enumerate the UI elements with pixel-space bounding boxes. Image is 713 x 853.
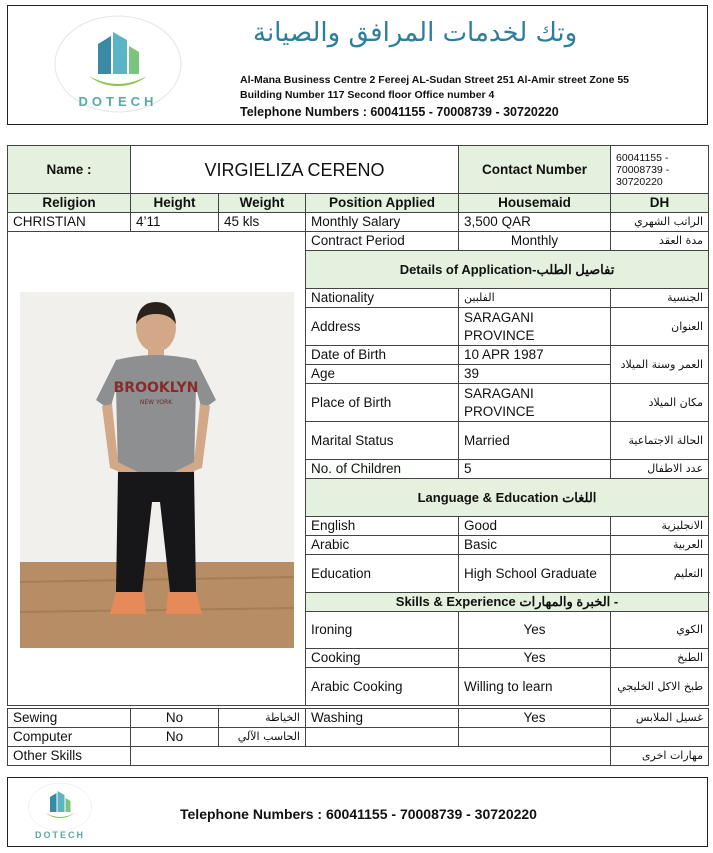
skill-cooking-ar: الطبخ	[611, 649, 709, 668]
skill-ironing-value: Yes	[459, 612, 611, 649]
skill-sewing-label: Sewing	[8, 709, 131, 728]
contract-label: Contract Period	[306, 232, 459, 251]
address-label-ar: العنوان	[611, 308, 709, 346]
salary-label-ar: الراتب الشهري	[611, 213, 709, 232]
skill-row	[8, 709, 709, 728]
skill-sewing-ar: الخياطة	[219, 709, 306, 728]
skill-arabic-cooking-value: Willing to learn	[459, 668, 611, 706]
summary-header-row	[8, 194, 709, 213]
other-skills-row	[8, 747, 709, 766]
religion-value: CHRISTIAN	[8, 213, 131, 232]
birthplace-label-ar: مكان الميلاد	[611, 384, 709, 422]
children-label-ar: عدد الاطفال	[611, 460, 709, 479]
skill-empty-value	[459, 728, 611, 747]
contact-number: 60041155 - 70008739 - 30720220	[611, 146, 709, 194]
shirt-print-sub: NEW YORK	[139, 398, 172, 406]
nationality-label-ar: الجنسية	[611, 289, 709, 308]
birthplace-value: SARAGANI PROVINCE	[459, 384, 611, 422]
name-label: Name :	[8, 146, 131, 194]
dob-label: Date of Birth	[306, 346, 459, 365]
arabic-label-ar: العربية	[611, 536, 709, 555]
weight-header: Weight	[219, 194, 306, 213]
position-code: DH	[611, 194, 709, 213]
arabic-label: Arabic	[306, 536, 459, 555]
header-telephone: Telephone Numbers : 60041155 - 70008739 - 30720220	[240, 105, 559, 119]
children-label: No. of Children	[306, 460, 459, 479]
address-line-2: Building Number 117 Second floor Office number 4	[240, 89, 495, 101]
skill-arabic-cooking-label: Arabic Cooking	[306, 668, 459, 706]
religion-header: Religion	[8, 194, 131, 213]
contract-value: Monthly	[459, 232, 611, 251]
nationality-label: Nationality	[306, 289, 459, 308]
company-name-arabic: وتك لخدمات المرافق والصيانة	[253, 18, 578, 48]
children-value: 5	[459, 460, 611, 479]
shirt-print: BROOKLYN	[113, 379, 198, 396]
nationality-value: الفلبين	[459, 289, 611, 308]
marital-label: Marital Status	[306, 422, 459, 460]
details-title: Details of Application-تفاصيل الطلب	[306, 251, 709, 289]
footer	[7, 777, 708, 847]
salary-label: Monthly Salary	[306, 213, 459, 232]
summary-values-row	[8, 213, 709, 232]
salary-value: 3,500 QAR	[459, 213, 611, 232]
skill-computer-label: Computer	[8, 728, 131, 747]
footer-logo	[20, 782, 100, 844]
skill-row	[8, 728, 709, 747]
other-skills-ar: مهارات اخرى	[611, 747, 709, 766]
skill-arabic-cooking-ar: طبخ الاكل الخليجي	[611, 668, 709, 706]
contract-row	[8, 232, 709, 251]
skill-sewing-value: No	[131, 709, 219, 728]
dob-value: 10 APR 1987	[459, 346, 611, 365]
age-label: Age	[306, 365, 459, 384]
photo-cell	[8, 232, 306, 706]
marital-value: Married	[459, 422, 611, 460]
application-form	[7, 145, 709, 706]
education-label: Education	[306, 555, 459, 593]
application-form-continued	[7, 708, 709, 766]
address-line-1: Al-Mana Business Centre 2 Fereej AL-Sudan Street 251 Al-Amir street Zone 55	[240, 74, 630, 86]
other-skills-label: Other Skills	[8, 747, 131, 766]
skill-washing-ar: غسيل الملابس	[611, 709, 709, 728]
logo-wordmark: DOTECH	[78, 94, 158, 109]
contact-label: Contact Number	[459, 146, 611, 194]
skill-ironing-ar: الكوي	[611, 612, 709, 649]
education-label-ar: التعليم	[611, 555, 709, 593]
weight-value: 45 kls	[219, 213, 306, 232]
building-hands-icon	[20, 782, 100, 832]
english-value: Good	[459, 517, 611, 536]
skill-cooking-label: Cooking	[306, 649, 459, 668]
contract-label-ar: مدة العقد	[611, 232, 709, 251]
height-header: Height	[131, 194, 219, 213]
position-header: Position Applied	[306, 194, 459, 213]
skills-title: Skills & Experience الخبرة والمهارات -	[306, 593, 709, 612]
candidate-photo	[20, 292, 294, 648]
english-label-ar: الانجليزية	[611, 517, 709, 536]
arabic-value: Basic	[459, 536, 611, 555]
dob-label-ar: العمر وسنة الميلاد	[611, 346, 709, 384]
position-value: Housemaid	[459, 194, 611, 213]
skill-washing-value: Yes	[459, 709, 611, 728]
english-label: English	[306, 517, 459, 536]
skill-computer-value: No	[131, 728, 219, 747]
skill-ironing-label: Ironing	[306, 612, 459, 649]
age-value: 39	[459, 365, 611, 384]
skill-washing-label: Washing	[306, 709, 459, 728]
candidate-name: VIRGIELIZA CERENO	[131, 146, 459, 194]
other-skills-value	[131, 747, 611, 766]
skill-computer-ar: الحاسب الآلي	[219, 728, 306, 747]
height-value: 4’11	[131, 213, 219, 232]
education-value: High School Graduate	[459, 555, 611, 593]
address-label: Address	[306, 308, 459, 346]
birthplace-label: Place of Birth	[306, 384, 459, 422]
skill-empty-label	[306, 728, 459, 747]
address-value: SARAGANI PROVINCE	[459, 308, 611, 346]
letterhead	[7, 5, 708, 125]
language-title: Language & Education اللغات	[306, 479, 709, 517]
skill-cooking-value: Yes	[459, 649, 611, 668]
skill-empty-ar	[611, 728, 709, 747]
footer-logo-wordmark: DOTECH	[35, 830, 85, 840]
footer-telephone: Telephone Numbers : 60041155 - 70008739 - 30720220	[180, 806, 537, 822]
marital-label-ar: الحالة الاجتماعية	[611, 422, 709, 460]
company-logo	[53, 14, 183, 114]
name-row	[8, 146, 709, 194]
